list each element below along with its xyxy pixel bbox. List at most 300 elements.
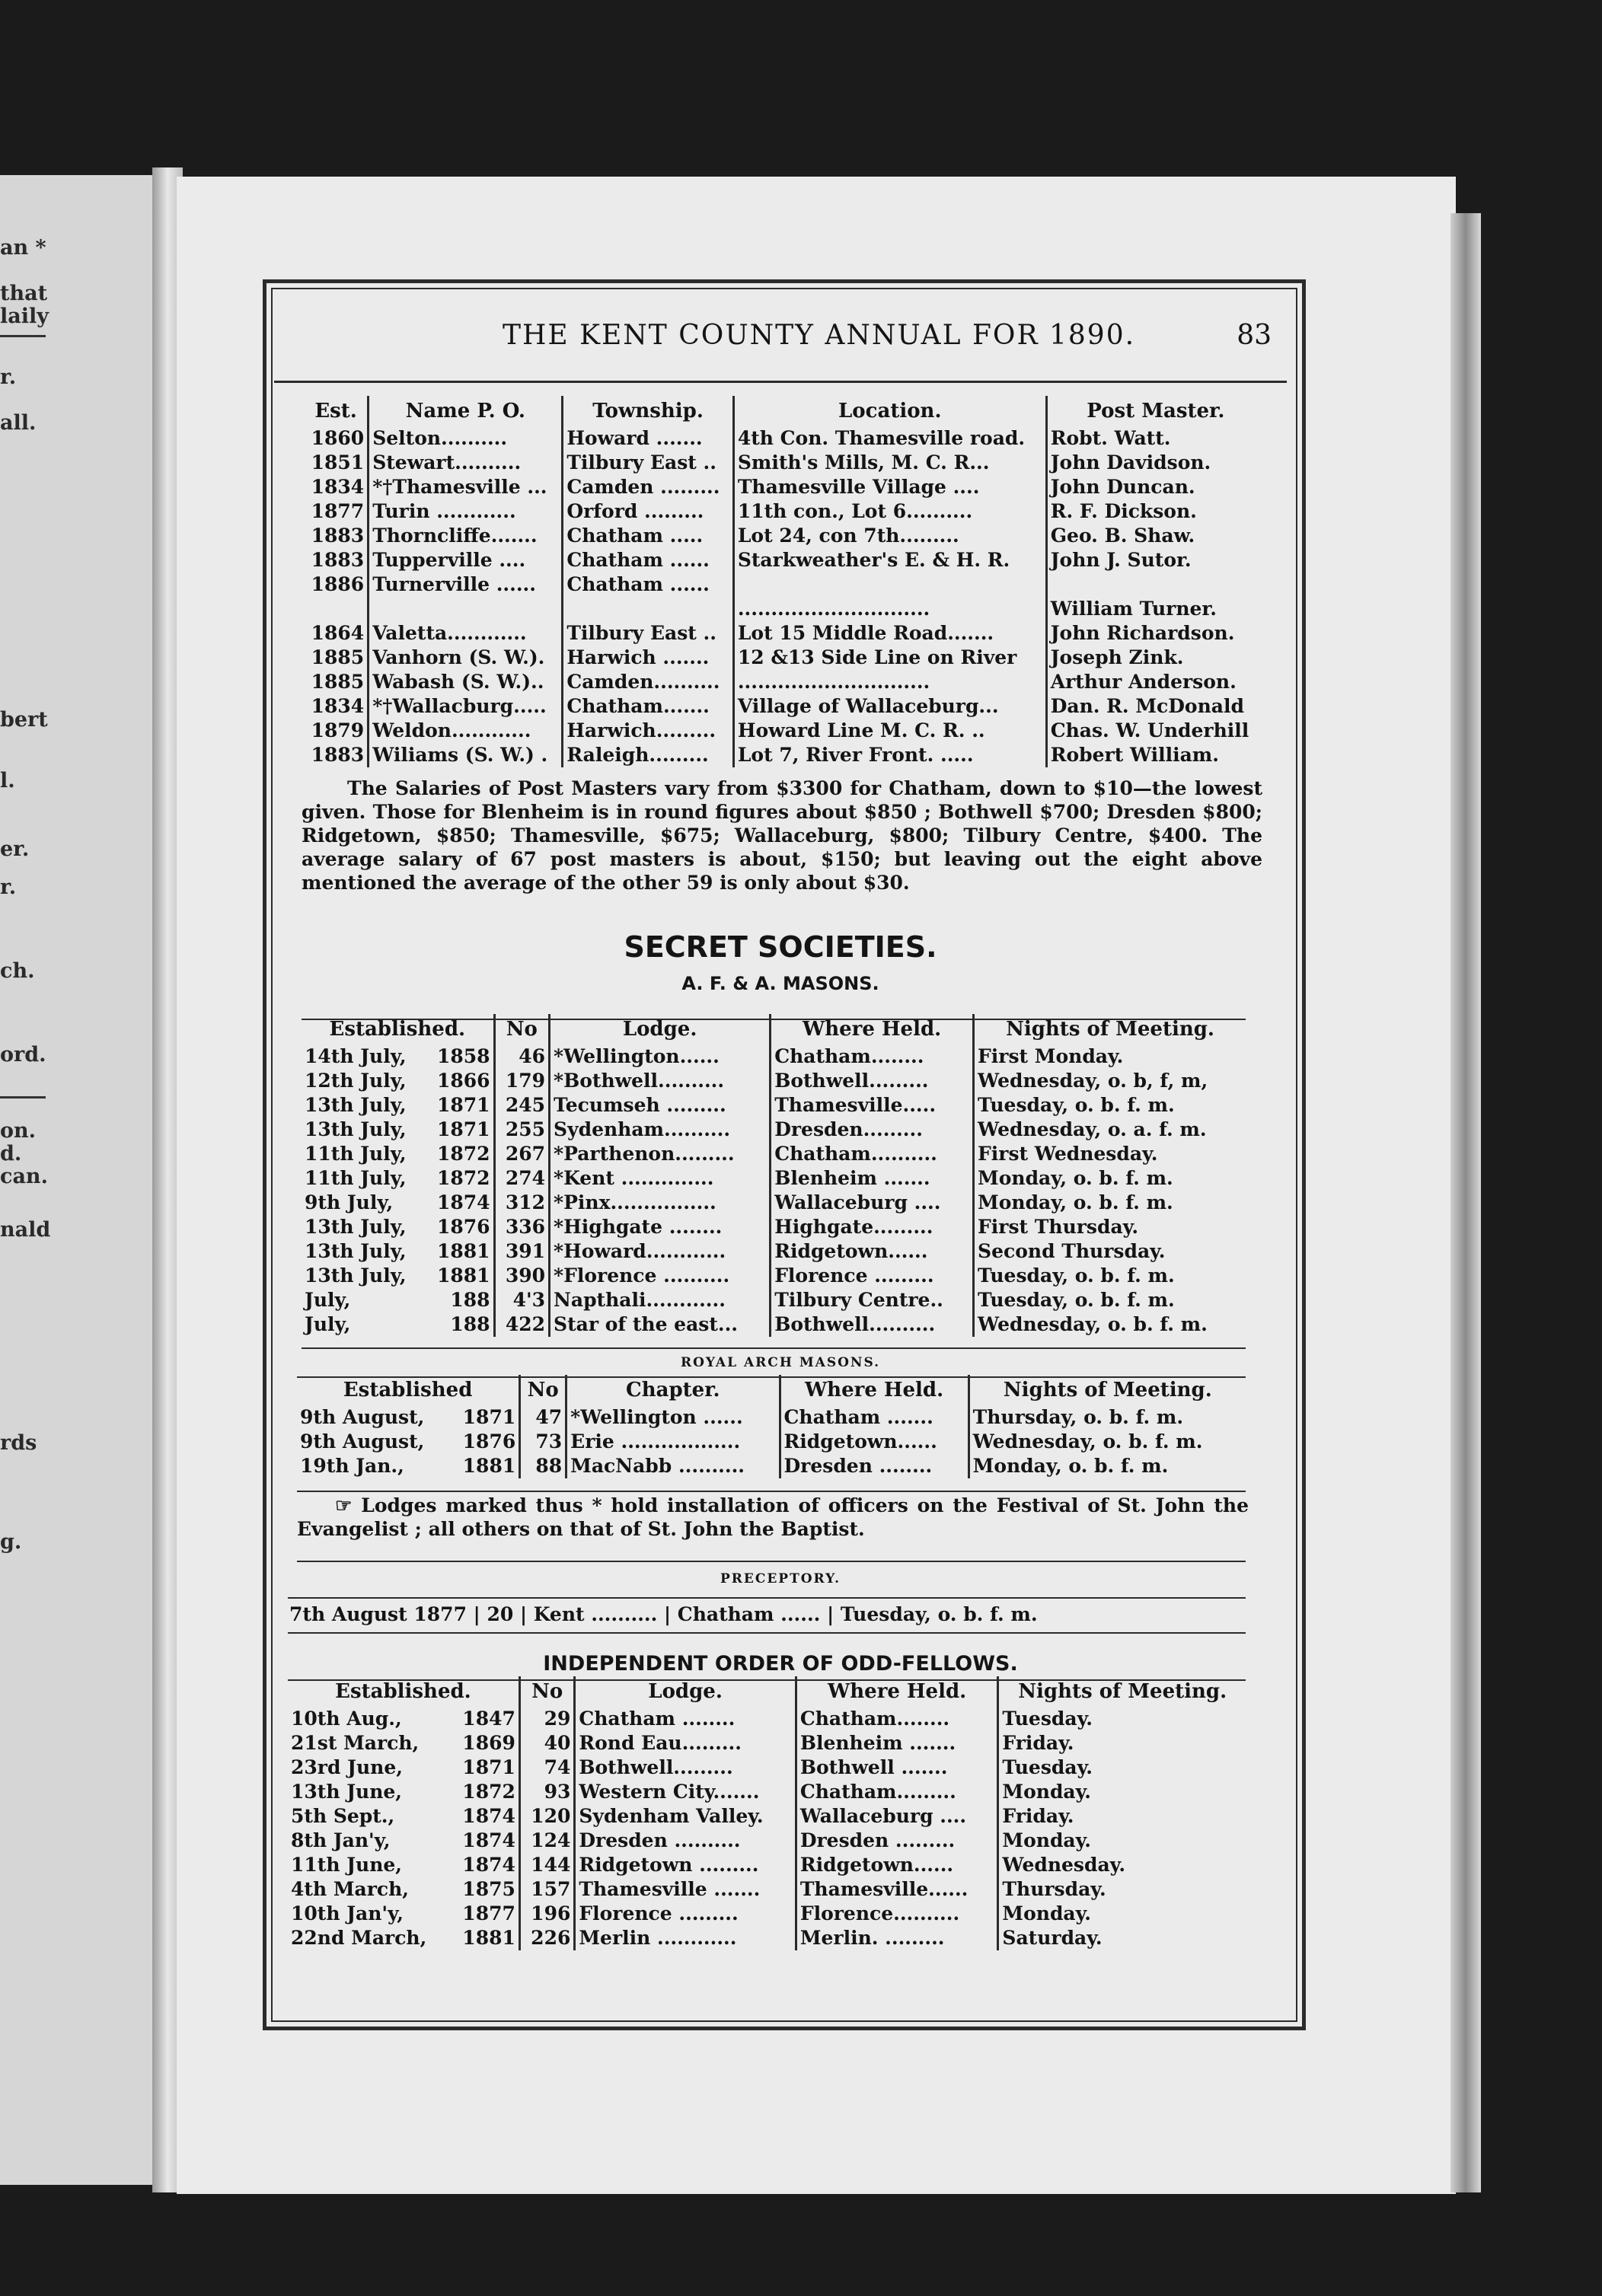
table-cell: 1874	[436, 1191, 490, 1213]
preceptory-top-rule	[288, 1597, 1246, 1599]
table-cell: 1885	[311, 671, 365, 693]
table-cell: 124	[519, 1829, 574, 1853]
table-row	[305, 694, 1264, 719]
table-cell: 1877	[462, 1902, 515, 1924]
column-header: Location.	[733, 396, 1046, 426]
royal-arch-heading: ROYAL ARCH MASONS.	[680, 1355, 881, 1370]
table-cell: Highgate.........	[771, 1215, 974, 1239]
left-page-fragment: ch.	[0, 959, 35, 983]
table-cell: Rond Eau.........	[575, 1731, 796, 1755]
table-row	[302, 1312, 1246, 1337]
table-row	[305, 548, 1264, 572]
table-row	[302, 1264, 1246, 1288]
table-cell: Harwich .......	[563, 646, 734, 670]
table-cell: 274	[494, 1166, 549, 1191]
table-cell: 1881	[462, 1455, 516, 1477]
table-cell: Howard Line M. C. R. ..	[733, 719, 1046, 743]
table-cell: 1885	[311, 646, 365, 668]
table-cell: Village of Wallaceburg...	[733, 694, 1046, 719]
table-cell: Thamesville Village ....	[733, 475, 1046, 499]
table-cell: *†Wallacburg.....	[369, 694, 563, 719]
table-row	[302, 1215, 1246, 1239]
table-cell: Ridgetown .........	[575, 1853, 796, 1877]
table-row	[305, 572, 1264, 597]
table-cell: 144	[519, 1853, 574, 1877]
table-cell: 9th July,	[305, 1191, 394, 1213]
table-cell: 88	[520, 1454, 566, 1478]
table-cell: 1886	[311, 573, 365, 595]
table-cell: *Kent ..............	[550, 1166, 771, 1191]
table-cell: Chatham..........	[771, 1142, 974, 1166]
table-cell: 4th Con. Thamesville road.	[733, 426, 1046, 451]
left-page-rule	[0, 335, 46, 337]
table-cell: 179	[494, 1069, 549, 1093]
table-cell: 312	[494, 1191, 549, 1215]
table-cell: Erie ..................	[566, 1430, 780, 1454]
table-cell: 9th August,	[300, 1430, 425, 1453]
table-cell: R. F. Dickson.	[1046, 499, 1264, 524]
table-row	[288, 1804, 1246, 1829]
table-cell: 12 &13 Side Line on River	[733, 646, 1046, 670]
table-cell: 11th July,	[305, 1167, 407, 1189]
table-cell: Chatham .....	[563, 524, 734, 548]
royal-arch-table	[297, 1375, 1246, 1478]
table-row	[302, 1118, 1246, 1142]
table-cell: 1874	[462, 1829, 515, 1851]
table-cell: Chatham ........	[575, 1707, 796, 1731]
header-rule	[274, 381, 1287, 383]
table-cell: Harwich.........	[563, 719, 734, 743]
left-page-fragment: bert	[0, 708, 48, 732]
table-cell: Selton..........	[369, 426, 563, 451]
table-cell: 73	[520, 1430, 566, 1454]
note-rule	[297, 1561, 1246, 1562]
table-cell: 13th June,	[291, 1781, 403, 1803]
table-cell: First Wednesday.	[974, 1142, 1246, 1166]
table-cell: 13th July,	[305, 1264, 407, 1287]
table-cell: Dresden .........	[796, 1829, 998, 1853]
table-cell: Second Thursday.	[974, 1239, 1246, 1264]
left-page-fragment: all.	[0, 411, 37, 435]
table-cell: July,	[305, 1289, 351, 1311]
table-cell: Tuesday, o. b. f. m.	[974, 1288, 1246, 1312]
table-row	[305, 719, 1264, 743]
column-header: Post Master.	[1046, 396, 1264, 426]
table-cell: Dresden ..........	[575, 1829, 796, 1853]
table-cell: 13th July,	[305, 1094, 407, 1116]
table-cell: 93	[519, 1780, 574, 1804]
table-cell: Western City.......	[575, 1780, 796, 1804]
table-cell: 1881	[436, 1264, 490, 1287]
table-cell: Wednesday, o. a. f. m.	[974, 1118, 1246, 1142]
table-cell: Blenheim .......	[771, 1166, 974, 1191]
table-cell: 4'3	[494, 1288, 549, 1312]
table-cell: 1871	[462, 1406, 516, 1428]
table-cell: 1869	[462, 1732, 515, 1754]
table-cell: 22nd March,	[291, 1927, 427, 1949]
table-cell: 19th Jan.,	[300, 1455, 404, 1477]
table-cell: 1847	[462, 1708, 515, 1730]
table-cell	[1046, 572, 1264, 597]
column-header: Lodge.	[575, 1676, 796, 1707]
table-row	[288, 1780, 1246, 1804]
table-cell: 1872	[436, 1143, 490, 1165]
masons-heading: A. F. & A. MASONS.	[681, 973, 879, 994]
table-cell: 1874	[462, 1805, 515, 1827]
post-office-table	[305, 396, 1264, 767]
installation-note-text: Lodges marked thus * hold installation of officers on the Festival of St. John the Evangelist ; all others on that of St. John the Baptist.	[297, 1494, 1249, 1540]
table-cell: Geo. B. Shaw.	[1046, 524, 1264, 548]
table-cell: 196	[519, 1902, 574, 1926]
table-cell: Camden..........	[563, 670, 734, 694]
column-header: Nights of Meeting.	[998, 1676, 1246, 1707]
table-cell: Camden .........	[563, 475, 734, 499]
column-header: Est.	[314, 400, 357, 423]
table-cell: Monday, o. b. f. m.	[974, 1166, 1246, 1191]
table-cell: .............................	[733, 670, 1046, 694]
table-cell	[733, 572, 1046, 597]
table-cell: Tuesday.	[998, 1755, 1246, 1780]
left-page-fragment: r.	[0, 365, 17, 389]
table-row	[305, 670, 1264, 694]
table-cell: 8th Jan'y,	[291, 1829, 391, 1851]
table-cell: Ridgetown......	[796, 1853, 998, 1877]
table-cell: Tilbury Centre..	[771, 1288, 974, 1312]
salaries-paragraph: The Salaries of Post Masters vary from $3300 for Chatham, down to $10—the lowest given. Those for Blenheim is in round figures about $850 ; Bothwell $700; Dresden $800; Ridgetown, $850; Thamesville, $675; Wallaceburg, $800; Tilbury Centre, $400. The average salary of 67 post masters is about, $150; but leaving out the eight above mentioned the average of the other 59 is only about $30.	[302, 777, 1262, 894]
table-row	[305, 475, 1264, 499]
table-cell: 11th con., Lot 6..........	[733, 499, 1046, 524]
table-row	[302, 1069, 1246, 1093]
table-cell: Chatham.......	[563, 694, 734, 719]
table-row	[297, 1405, 1246, 1430]
table-cell: 1876	[436, 1216, 490, 1238]
table-cell: Arthur Anderson.	[1046, 670, 1264, 694]
column-header: No	[519, 1676, 574, 1707]
table-row	[302, 1142, 1246, 1166]
table-cell: Wednesday.	[998, 1853, 1246, 1877]
table-cell: 245	[494, 1093, 549, 1118]
table-cell: Wiliams (S. W.) .	[369, 743, 563, 767]
table-cell: 422	[494, 1312, 549, 1337]
table-cell: Ridgetown......	[780, 1430, 969, 1454]
table-cell: Florence .........	[771, 1264, 974, 1288]
left-page-fragment: that	[0, 282, 48, 305]
table-cell: 1834	[311, 695, 365, 717]
table-cell: 1874	[462, 1854, 515, 1876]
table-cell: 12th July,	[305, 1070, 407, 1092]
table-cell: July,	[305, 1313, 351, 1335]
left-page-fragment: rds	[0, 1431, 37, 1455]
table-cell: 188	[450, 1313, 490, 1335]
table-cell: 1871	[436, 1094, 490, 1116]
table-cell: Star of the east...	[550, 1312, 771, 1337]
table-cell: 13th July,	[305, 1216, 407, 1238]
table-cell: Chatham.........	[796, 1780, 998, 1804]
table-cell: 40	[519, 1731, 574, 1755]
odd-fellows-table	[288, 1676, 1246, 1950]
table-cell	[369, 597, 563, 621]
table-cell: Tecumseh .........	[550, 1093, 771, 1118]
secret-societies-heading: SECRET SOCIETIES.	[624, 930, 937, 964]
table-cell: Chatham........	[771, 1044, 974, 1069]
table-cell: .............................	[733, 597, 1046, 621]
table-cell: Merlin ............	[575, 1926, 796, 1950]
table-cell: Howard .......	[563, 426, 734, 451]
table-cell: 29	[519, 1707, 574, 1731]
table-cell: Florence .........	[575, 1902, 796, 1926]
table-cell: Napthali............	[550, 1288, 771, 1312]
table-cell: 21st March,	[291, 1732, 420, 1754]
table-cell: Chas. W. Underhill	[1046, 719, 1264, 743]
column-header: Chapter.	[566, 1375, 780, 1405]
table-cell: Monday.	[998, 1780, 1246, 1804]
table-cell: 9th August,	[300, 1406, 425, 1428]
table-cell: 1871	[462, 1756, 515, 1778]
page-edge	[1450, 213, 1481, 2192]
table-cell: John J. Sutor.	[1046, 548, 1264, 572]
table-cell: Friday.	[998, 1731, 1246, 1755]
left-page-fragment: d.	[0, 1142, 22, 1166]
table-cell: Thamesville......	[796, 1877, 998, 1902]
table-cell: Thorncliffe.......	[369, 524, 563, 548]
table-cell: Wabash (S. W.)..	[369, 670, 563, 694]
table-row	[305, 499, 1264, 524]
table-cell: Thursday.	[998, 1877, 1246, 1902]
table-row	[302, 1191, 1246, 1215]
table-cell: *Highgate ........	[550, 1215, 771, 1239]
preceptory-bottom-rule	[288, 1632, 1246, 1634]
table-cell: 46	[494, 1044, 549, 1069]
table-row	[288, 1902, 1246, 1926]
table-cell: 1866	[436, 1070, 490, 1092]
table-cell: Wallaceburg ....	[771, 1191, 974, 1215]
table-cell: 47	[520, 1405, 566, 1430]
table-cell: 5th Sept.,	[291, 1805, 395, 1827]
table-cell: 1883	[311, 744, 365, 766]
table-cell: 1860	[311, 427, 365, 449]
odd-fellows-heading: INDEPENDENT ORDER OF ODD-FELLOWS.	[543, 1652, 1018, 1676]
column-header: Where Held.	[780, 1375, 969, 1405]
table-cell: 188	[450, 1289, 490, 1311]
table-cell: Tupperville ....	[369, 548, 563, 572]
table-cell: Tuesday, o. b. f. m.	[974, 1264, 1246, 1288]
column-header: Nights of Meeting.	[969, 1375, 1246, 1405]
running-header	[274, 312, 1272, 365]
preceptory-line: 7th August 1877 | 20 | Kent .......... | Chatham ...... | Tuesday, o. b. f. m.	[289, 1603, 1038, 1625]
table-row	[305, 426, 1264, 451]
table-row	[302, 1166, 1246, 1191]
table-cell: 1834	[311, 476, 365, 498]
installation-note	[297, 1494, 1249, 1541]
table-cell: Lot 24, con 7th.........	[733, 524, 1046, 548]
table-cell: 11th June,	[291, 1854, 403, 1876]
column-header: Where Held.	[796, 1676, 998, 1707]
table-cell: *Florence ..........	[550, 1264, 771, 1288]
table-cell: Thursday, o. b. f. m.	[969, 1405, 1246, 1430]
table-row	[305, 524, 1264, 548]
table-cell: MacNabb ..........	[566, 1454, 780, 1478]
table-cell: Saturday.	[998, 1926, 1246, 1950]
table-row	[288, 1731, 1246, 1755]
royal-arch-bottom-rule	[297, 1491, 1246, 1492]
table-cell: Bothwell.........	[575, 1755, 796, 1780]
table-cell: 1883	[311, 525, 365, 547]
left-page-fragment: on.	[0, 1119, 37, 1143]
table-cell: *Parthenon.........	[550, 1142, 771, 1166]
table-cell: Lot 7, River Front. .....	[733, 743, 1046, 767]
table-cell: 1881	[462, 1927, 515, 1949]
table-row	[288, 1877, 1246, 1902]
table-cell: Vanhorn (S. W.).	[369, 646, 563, 670]
page-title: THE KENT COUNTY ANNUAL FOR 1890.	[503, 320, 1136, 351]
table-cell: Sydenham Valley.	[575, 1804, 796, 1829]
table-cell: Dresden.........	[771, 1118, 974, 1142]
column-header: Name P. O.	[369, 396, 563, 426]
table-row	[305, 451, 1264, 475]
left-page-fragment: l.	[0, 769, 15, 792]
table-cell: Thamesville .......	[575, 1877, 796, 1902]
table-row	[305, 597, 1264, 621]
table-cell: Monday, o. b. f. m.	[974, 1191, 1246, 1215]
table-cell: 267	[494, 1142, 549, 1166]
table-cell: Wednesday, o. b, f, m,	[974, 1069, 1246, 1093]
table-cell: Wednesday, o. b. f. m.	[974, 1312, 1246, 1337]
table-cell: Friday.	[998, 1804, 1246, 1829]
table-cell: Dresden ........	[780, 1454, 969, 1478]
table-cell: Bothwell..........	[771, 1312, 974, 1337]
table-cell: Turin ............	[369, 499, 563, 524]
table-cell: 1876	[462, 1430, 516, 1453]
table-cell: First Monday.	[974, 1044, 1246, 1069]
table-cell: Robt. Watt.	[1046, 426, 1264, 451]
left-page-fragment: can.	[0, 1165, 48, 1188]
table-cell: Starkweather's E. & H. R.	[733, 548, 1046, 572]
column-header: Established	[343, 1379, 473, 1402]
table-cell: 4th March,	[291, 1878, 409, 1900]
table-row	[302, 1093, 1246, 1118]
table-cell: Wallaceburg ....	[796, 1804, 998, 1829]
table-row	[288, 1707, 1246, 1731]
table-cell: 1872	[462, 1781, 515, 1803]
table-cell: 11th July,	[305, 1143, 407, 1165]
table-cell: Robert William.	[1046, 743, 1264, 767]
table-cell: 1881	[436, 1240, 490, 1262]
column-header: Established.	[329, 1018, 466, 1041]
page-number: 83	[1237, 320, 1272, 351]
table-cell: Monday.	[998, 1829, 1246, 1853]
left-page-fragment: nald	[0, 1218, 51, 1242]
table-row	[288, 1829, 1246, 1853]
table-cell: Merlin. .........	[796, 1926, 998, 1950]
table-row	[288, 1853, 1246, 1877]
column-header: Established.	[335, 1680, 471, 1703]
table-cell: 74	[519, 1755, 574, 1780]
table-cell: 336	[494, 1215, 549, 1239]
table-cell: Lot 15 Middle Road.......	[733, 621, 1046, 646]
left-page	[0, 175, 164, 2185]
table-cell: Smith's Mills, M. C. R...	[733, 451, 1046, 475]
table-cell: Blenheim .......	[796, 1731, 998, 1755]
column-header: No	[494, 1014, 549, 1044]
table-row	[288, 1926, 1246, 1950]
table-cell: John Richardson.	[1046, 621, 1264, 646]
pointing-hand-icon: ☞	[335, 1494, 353, 1516]
table-cell: Orford .........	[563, 499, 734, 524]
table-cell: Chatham .......	[780, 1405, 969, 1430]
table-cell: *Wellington ......	[566, 1405, 780, 1430]
left-page-fragment: ord.	[0, 1043, 46, 1067]
table-cell: Tilbury East ..	[563, 451, 734, 475]
table-cell: 157	[519, 1877, 574, 1902]
table-cell: 1879	[311, 719, 365, 741]
table-cell: *Pinx................	[550, 1191, 771, 1215]
table-cell: 390	[494, 1264, 549, 1288]
left-page-fragment: r.	[0, 875, 17, 899]
table-cell: Chatham ......	[563, 572, 734, 597]
table-cell: 1871	[436, 1118, 490, 1140]
table-cell: Weldon............	[369, 719, 563, 743]
table-row	[302, 1288, 1246, 1312]
table-cell: Dan. R. McDonald	[1046, 694, 1264, 719]
table-cell: First Thursday.	[974, 1215, 1246, 1239]
column-header: Nights of Meeting.	[974, 1014, 1246, 1044]
table-cell: *Wellington......	[550, 1044, 771, 1069]
table-cell	[563, 597, 734, 621]
table-cell: 1877	[311, 500, 365, 522]
table-row	[305, 621, 1264, 646]
table-cell: 13th July,	[305, 1118, 407, 1140]
left-page-fragment: an *	[0, 236, 46, 260]
table-cell: Stewart..........	[369, 451, 563, 475]
masons-bottom-rule	[302, 1347, 1246, 1349]
table-cell: Tuesday, o. b. f. m.	[974, 1093, 1246, 1118]
table-cell: 1864	[311, 622, 365, 644]
table-cell: 1872	[436, 1167, 490, 1189]
table-cell: Bothwell .......	[796, 1755, 998, 1780]
table-cell: 13th July,	[305, 1240, 407, 1262]
column-header: Lodge.	[550, 1014, 771, 1044]
table-row	[305, 743, 1264, 767]
table-cell: 10th Aug.,	[291, 1708, 402, 1730]
table-cell: *Howard............	[550, 1239, 771, 1264]
table-cell: Sydenham..........	[550, 1118, 771, 1142]
preceptory-heading: PRECEPTORY.	[720, 1571, 841, 1586]
table-row	[297, 1454, 1246, 1478]
table-cell: *†Thamesville ...	[369, 475, 563, 499]
table-row	[302, 1239, 1246, 1264]
table-cell: 391	[494, 1239, 549, 1264]
table-cell: Florence..........	[796, 1902, 998, 1926]
table-cell: Bothwell.........	[771, 1069, 974, 1093]
table-cell: 10th Jan'y,	[291, 1902, 404, 1924]
table-cell: *Bothwell..........	[550, 1069, 771, 1093]
table-cell: Raleigh.........	[563, 743, 734, 767]
table-cell: John Davidson.	[1046, 451, 1264, 475]
left-page-fragment: laily	[0, 305, 49, 328]
table-row	[288, 1755, 1246, 1780]
table-cell: Thamesville.....	[771, 1093, 974, 1118]
masons-table	[302, 1014, 1246, 1337]
table-cell: 14th July,	[305, 1045, 407, 1067]
table-cell: Chatham........	[796, 1707, 998, 1731]
table-row	[302, 1044, 1246, 1069]
left-page-fragment: g.	[0, 1530, 22, 1554]
table-cell: 226	[519, 1926, 574, 1950]
table-cell: 1851	[311, 451, 365, 474]
table-row	[297, 1430, 1246, 1454]
table-cell	[305, 597, 369, 621]
column-header: Township.	[563, 396, 734, 426]
